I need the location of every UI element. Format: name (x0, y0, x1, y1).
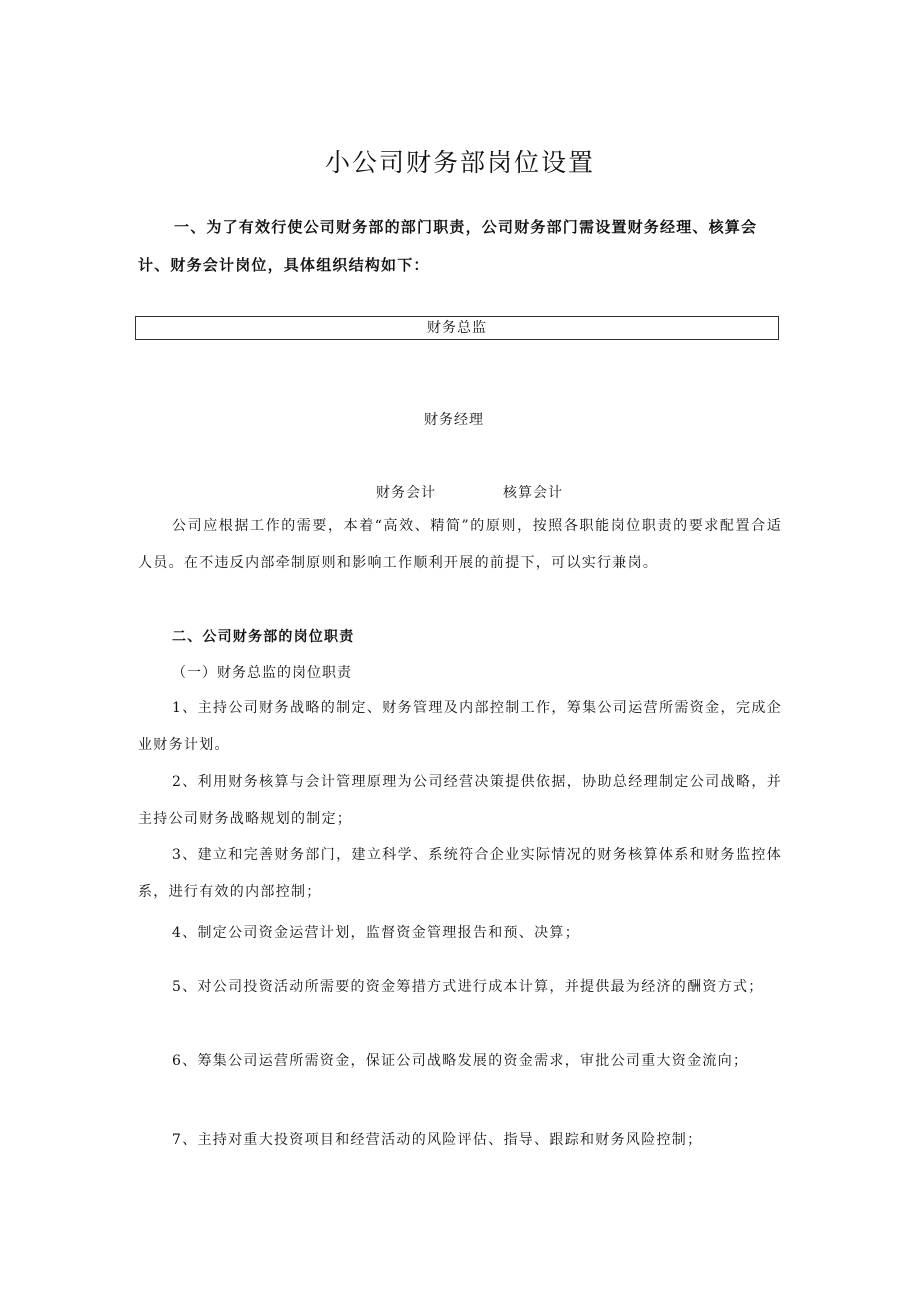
org-chart-top-box: 财务总监 (135, 316, 779, 340)
duty-item-5: 5、对公司投资活动所需要的资金筹措方式进行成本计算，并提供最为经济的酬资方式； (172, 979, 764, 995)
page-title: 小公司财务部岗位设置 (324, 148, 595, 177)
section-2-subheading: （一）财务总监的岗位职责 (172, 665, 352, 681)
duty-item-6: 6、筹集公司运营所需资金，保证公司战略发展的资金需求，审批公司重大资金流向； (172, 1053, 749, 1069)
duty-item-2: 2、利用财务核算与会计管理原理为公司经营决策提供依据，协助总经理制定公司战略，并主持公司财务战略规划的制定； (138, 774, 782, 827)
org-chart-bottom-right: 核算会计 (503, 485, 563, 501)
org-chart-bottom-left: 财务会计 (376, 485, 436, 501)
duty-item-3: 3、建立和完善财务部门，建立科学、系统符合企业实际情况的财务核算体系和财务监控体系，进行有效的内部控制； (138, 847, 782, 900)
duty-item-7: 7、主持对重大投资项目和经营活动的风险评估、指导、跟踪和财务风险控制； (172, 1132, 703, 1148)
duty-item-1: 1、主持公司财务战略的制定、财务管理及内部控制工作，筹集公司运营所需资金，完成企业财务计划。 (138, 700, 782, 753)
duty-item-4: 4、制定公司资金运营计划，监督资金管理报告和预、决算； (172, 925, 581, 941)
staffing-paragraph: 公司应根据工作的需要，本着“高效、精简”的原则，按照各职能岗位职责的要求配置合适人员。在不违反内部牵制原则和影响工作顺利开展的前提下，可以实行兼岗。 (138, 518, 782, 571)
section-2-heading: 二、公司财务部的岗位职责 (172, 629, 355, 645)
section-1-heading: 一、为了有效行使公司财务部的部门职责，公司财务部门需设置财务经理、核算会计、财务会计岗位，具体组织结构如下： (138, 218, 758, 274)
org-chart-middle: 财务经理 (424, 412, 484, 428)
